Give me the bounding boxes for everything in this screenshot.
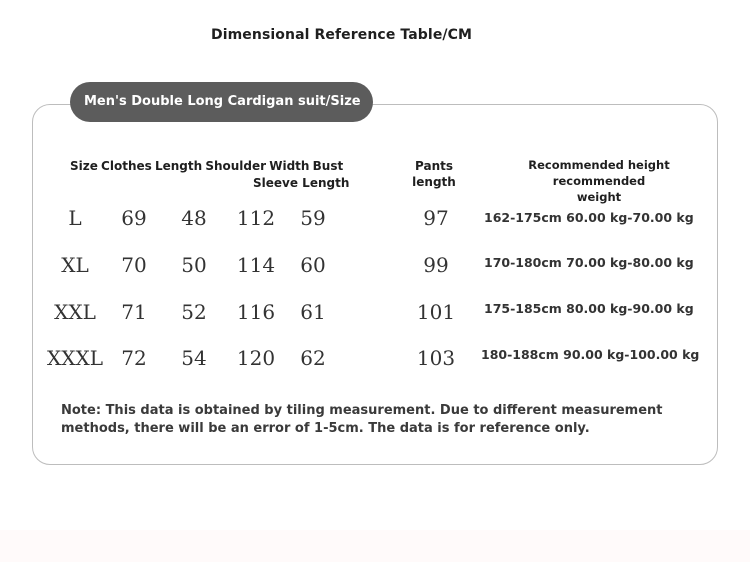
shoulder-width-cell: 50 — [181, 253, 207, 277]
clothes-length-cell: 72 — [121, 346, 147, 370]
footer-strip — [0, 530, 750, 562]
header-recommended — [481, 157, 717, 205]
header-recommended-line1: Recommended height recommended — [528, 158, 670, 188]
sleeve-length-cell: 61 — [300, 300, 326, 324]
size-cell: XXL — [54, 300, 96, 324]
recommended-cell: 175-185cm 80.00 kg-90.00 kg — [484, 301, 694, 316]
size-cell: XXXL — [47, 346, 103, 370]
note-line-2: methods, there will be an error of 1-5cm. The data is for reference only. — [61, 421, 590, 436]
bust-cell: 116 — [236, 300, 276, 324]
shoulder-width-cell: 48 — [181, 206, 207, 230]
measurement-note — [61, 402, 701, 438]
recommended-cell: 170-180cm 70.00 kg-80.00 kg — [484, 255, 694, 270]
header-pants-line1: Pants — [415, 159, 453, 173]
pants-length-cell: 101 — [416, 300, 456, 324]
pants-length-cell: 97 — [423, 206, 449, 230]
sleeve-length-cell: 59 — [300, 206, 326, 230]
size-cell: XL — [61, 253, 89, 277]
pants-length-cell: 103 — [416, 346, 456, 370]
clothes-length-cell: 69 — [121, 206, 147, 230]
header-pants-length — [412, 158, 456, 190]
note-line-1: Note: This data is obtained by tiling measurement. Due to different measurement — [61, 403, 663, 418]
header-size-columns: Size Clothes Length Shoulder Width Bust — [70, 159, 344, 173]
shoulder-width-cell: 52 — [181, 300, 207, 324]
bust-cell: 112 — [236, 206, 276, 230]
shoulder-width-cell: 54 — [181, 346, 207, 370]
header-sleeve-length: Sleeve Length — [253, 176, 350, 190]
clothes-length-cell: 71 — [121, 300, 147, 324]
bust-cell: 114 — [236, 253, 276, 277]
pants-length-cell: 99 — [423, 253, 449, 277]
bust-cell: 120 — [236, 346, 276, 370]
recommended-cell: 180-188cm 90.00 kg-100.00 kg — [481, 347, 700, 362]
sleeve-length-cell: 62 — [300, 346, 326, 370]
header-pants-line2: length — [412, 175, 456, 189]
size-cell: L — [68, 206, 82, 230]
header-recommended-line2: weight — [576, 190, 622, 204]
sleeve-length-cell: 60 — [300, 253, 326, 277]
product-subtitle-badge: Men's Double Long Cardigan suit/Size — [70, 82, 373, 122]
page-title: Dimensional Reference Table/CM — [211, 27, 473, 43]
clothes-length-cell: 70 — [121, 253, 147, 277]
recommended-cell: 162-175cm 60.00 kg-70.00 kg — [484, 210, 694, 225]
